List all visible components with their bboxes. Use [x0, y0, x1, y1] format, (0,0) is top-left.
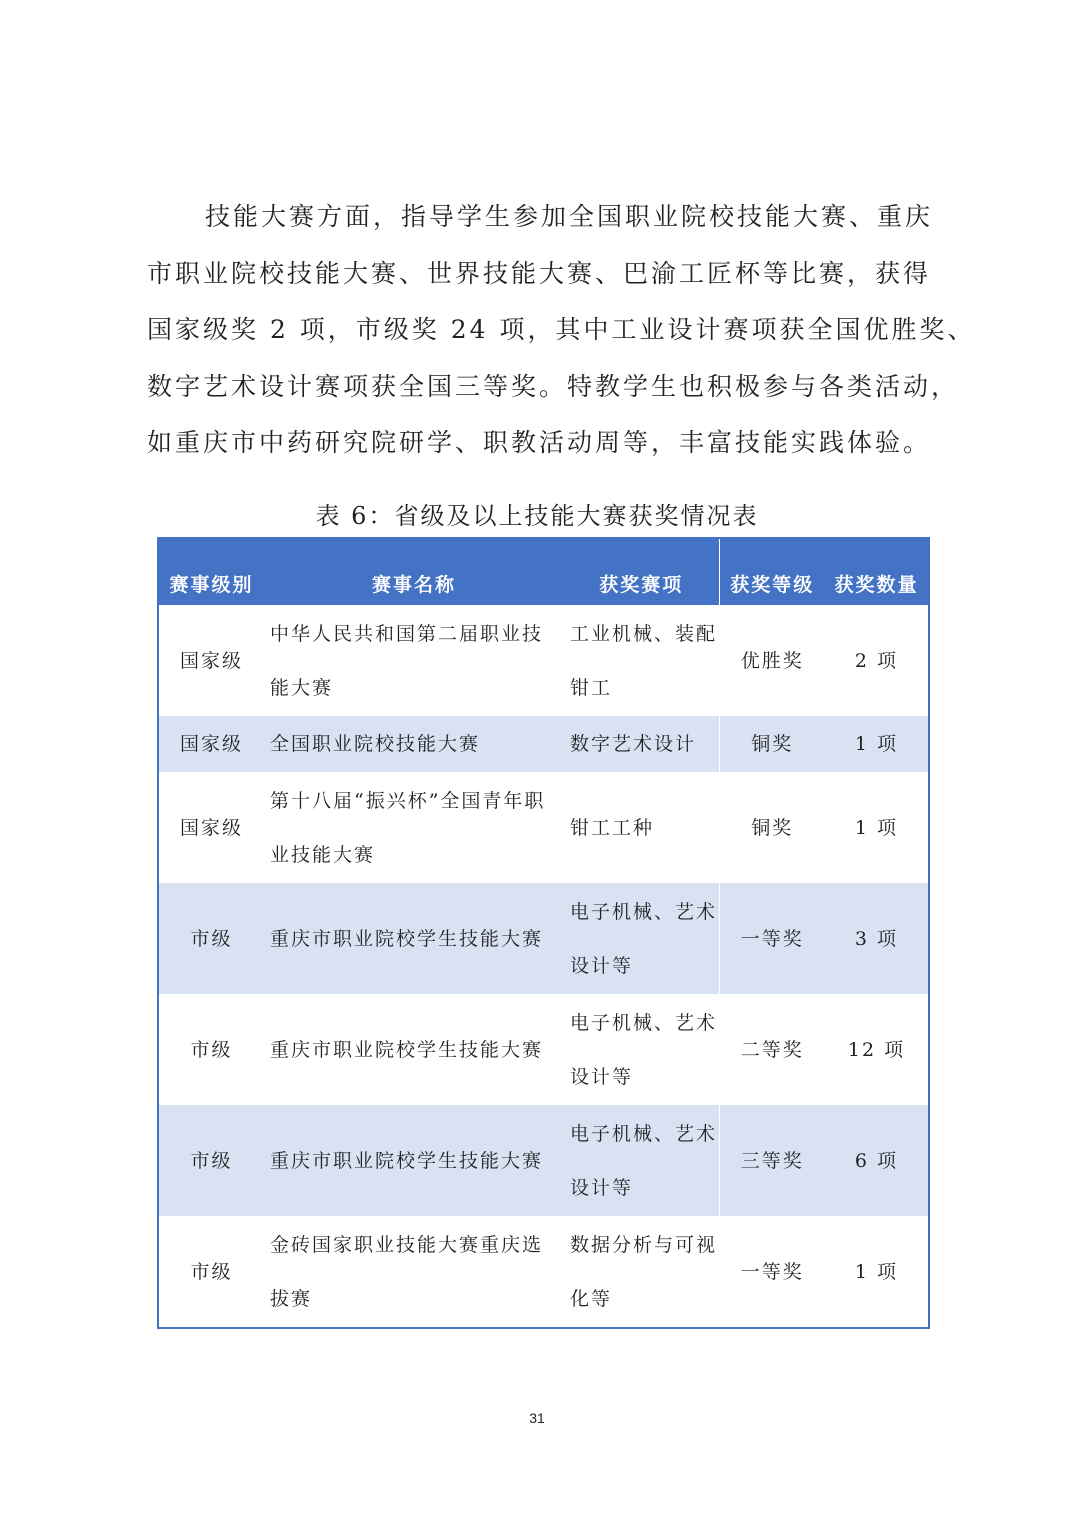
- cell-count: 2 项: [854, 649, 899, 672]
- cell-event-line: 电子机械、艺术: [570, 1011, 718, 1034]
- cell-event: [564, 605, 719, 716]
- cell-event: [564, 1105, 719, 1216]
- table-caption: 表 6：省级及以上技能大赛获奖情况表: [315, 502, 759, 530]
- cell-event-line: 数字艺术设计: [570, 733, 697, 755]
- header-level: 赛事级别: [158, 538, 264, 605]
- cell-event: [564, 1216, 719, 1328]
- cell-event: [564, 994, 719, 1105]
- table-row: [158, 1216, 929, 1328]
- cell-event-line: 设计等: [570, 1065, 634, 1088]
- cell-name: [264, 716, 564, 772]
- header-grade: 获奖等级: [719, 538, 825, 605]
- paragraph-line: 国家级奖 2 项，市级奖 24 项，其中工业设计赛项获全国优胜奖、: [147, 315, 976, 344]
- header-count: 获奖数量: [825, 538, 929, 605]
- cell-event-line: 化等: [570, 1287, 613, 1310]
- cell-name-line: 拔赛: [270, 1287, 313, 1310]
- paragraph-line: 市职业院校技能大赛、世界技能大赛、巴渝工匠杯等比赛，获得: [147, 258, 932, 288]
- cell-name: [264, 994, 564, 1105]
- cell-name-line: 金砖国家职业技能大赛重庆选: [270, 1233, 544, 1256]
- cell-grade: 铜奖: [719, 716, 825, 772]
- cell-event: [564, 883, 719, 994]
- cell-event-line: 钳工工种: [570, 816, 655, 839]
- table-header-row: [158, 538, 929, 605]
- cell-grade: 铜奖: [719, 772, 825, 883]
- table-row: [158, 994, 929, 1105]
- cell-level: 市级: [158, 883, 264, 994]
- cell-level: 国家级: [179, 816, 243, 839]
- table-row: [158, 1105, 929, 1216]
- cell-count: 1 项: [825, 716, 929, 772]
- cell-count: 1 项: [854, 1260, 899, 1283]
- cell-level: 市级: [190, 1038, 233, 1061]
- table-row: [158, 883, 929, 994]
- paragraph-line: 如重庆市中药研究院研学、职教活动周等，丰富技能实践体验。: [147, 428, 932, 457]
- cell-name-line: 第十八届“振兴杯”全国青年职: [270, 789, 546, 812]
- paragraph-line: 技能大赛方面，指导学生参加全国职业院校技能大赛、重庆: [205, 202, 934, 231]
- cell-name-line: 能大赛: [270, 676, 334, 699]
- awards-table: [157, 537, 930, 1329]
- cell-name: [264, 605, 564, 716]
- cell-name: [264, 772, 564, 883]
- cell-grade: 一等奖: [719, 883, 825, 994]
- cell-grade: 优胜奖: [719, 605, 825, 716]
- cell-name-line: 全国职业院校技能大赛: [270, 733, 481, 755]
- cell-count: 6 项: [825, 1105, 929, 1216]
- cell-grade: 一等奖: [719, 1216, 825, 1328]
- table-row: [158, 716, 929, 772]
- cell-event-line: 设计等: [570, 1176, 634, 1199]
- cell-event-line: 钳工: [570, 676, 613, 699]
- paragraph-line: 数字艺术设计赛项获全国三等奖。特教学生也积极参与各类活动，: [147, 371, 960, 401]
- cell-name-line: 重庆市职业院校学生技能大赛: [270, 1149, 544, 1172]
- body-paragraph: [147, 189, 976, 472]
- cell-name: [264, 1105, 564, 1216]
- cell-event-line: 电子机械、艺术: [570, 1122, 718, 1145]
- cell-event-line: 设计等: [570, 954, 634, 977]
- cell-event: [564, 716, 719, 772]
- cell-event-line: 电子机械、艺术: [570, 900, 718, 923]
- cell-name-line: 重庆市职业院校学生技能大赛: [270, 1038, 544, 1061]
- cell-level: 国家级: [179, 649, 243, 672]
- cell-name: [264, 883, 564, 994]
- cell-event: [564, 772, 719, 883]
- cell-level: 市级: [190, 1260, 233, 1283]
- cell-name-line: 中华人民共和国第二届职业技: [270, 622, 544, 645]
- header-event: 获奖赛项: [564, 538, 719, 605]
- table-row: [158, 605, 929, 716]
- cell-grade: 三等奖: [719, 1105, 825, 1216]
- cell-count: 3 项: [825, 883, 929, 994]
- cell-count: 12 项: [847, 1038, 906, 1061]
- cell-name: [264, 1216, 564, 1328]
- cell-name-line: 重庆市职业院校学生技能大赛: [270, 927, 544, 950]
- cell-name-line: 业技能大赛: [270, 843, 376, 866]
- cell-count: 1 项: [854, 816, 899, 839]
- cell-event-line: 数据分析与可视: [570, 1233, 718, 1256]
- cell-grade: 二等奖: [719, 994, 825, 1105]
- cell-event-line: 工业机械、装配: [570, 622, 718, 645]
- table-row: [158, 772, 929, 883]
- header-name: 赛事名称: [264, 538, 564, 605]
- cell-level: 市级: [158, 1105, 264, 1216]
- cell-level: 国家级: [158, 716, 264, 772]
- page-number: 31: [529, 1410, 545, 1426]
